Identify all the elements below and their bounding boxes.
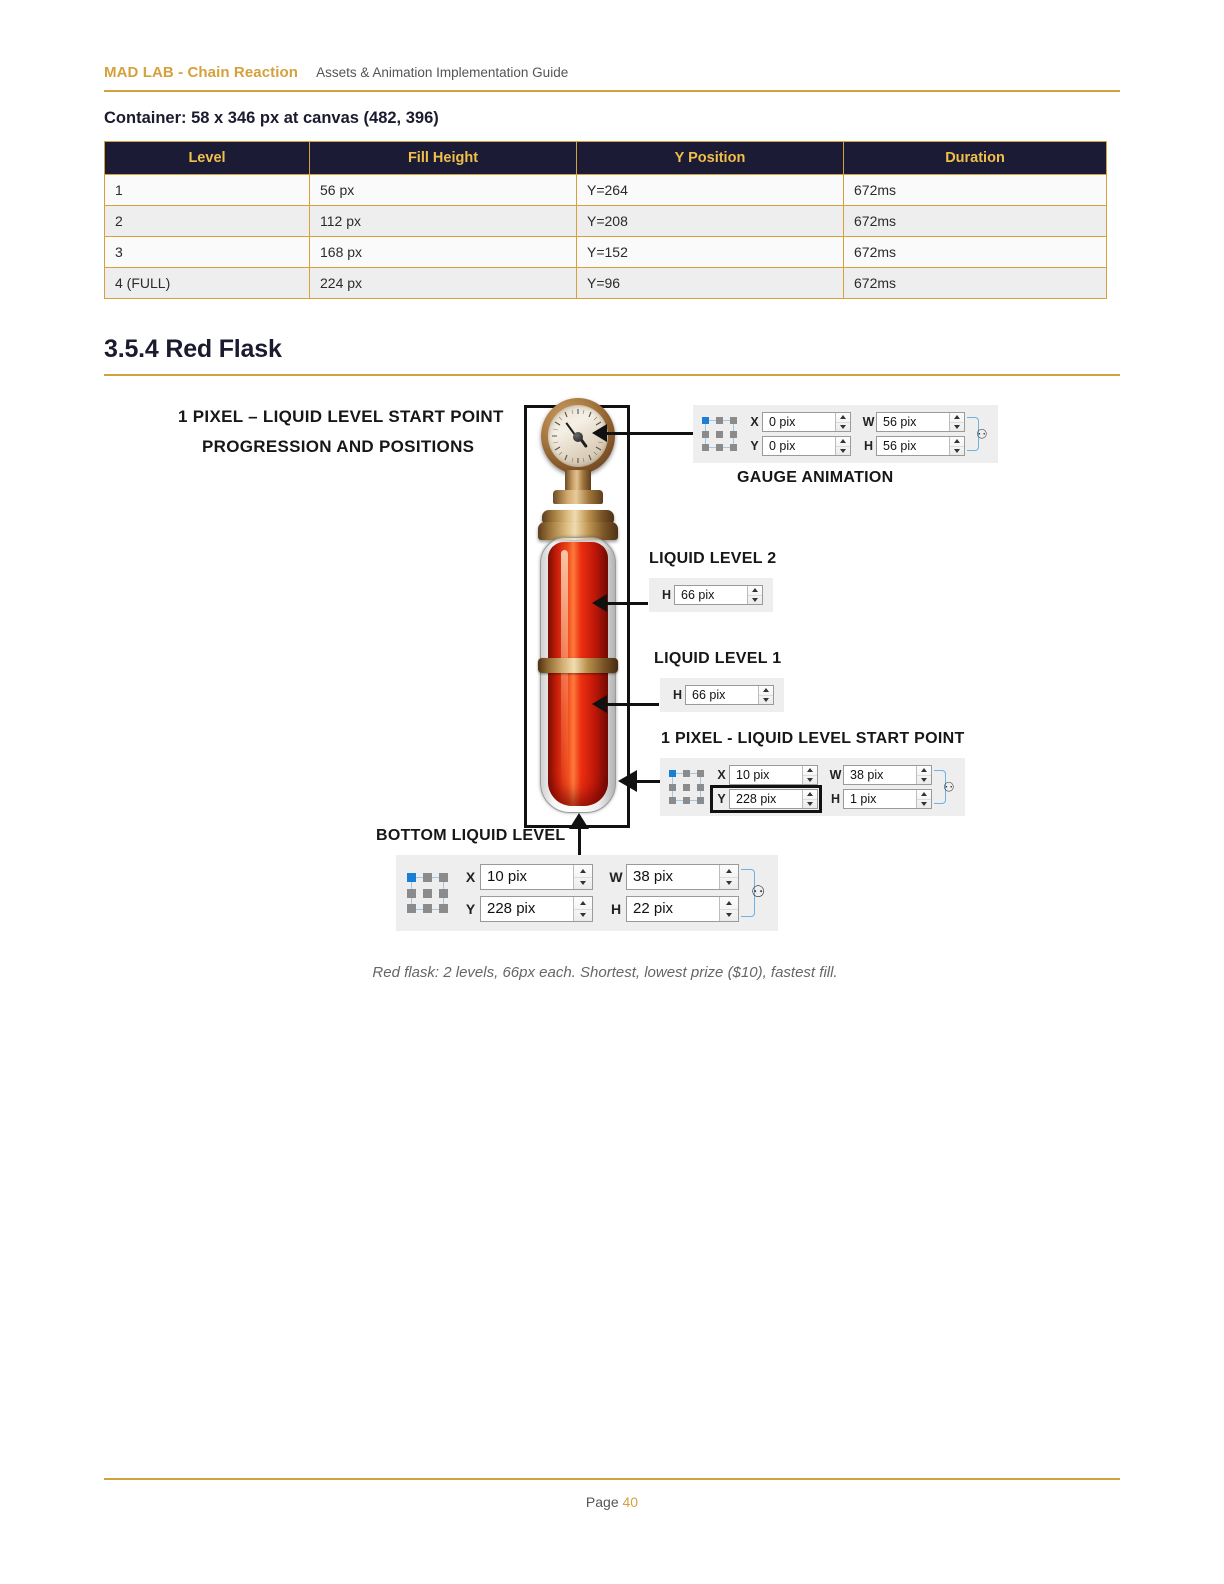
arrowhead-level1 bbox=[592, 695, 607, 713]
gauge-x-field[interactable] bbox=[762, 412, 851, 432]
gauge-wh-fields bbox=[861, 412, 965, 456]
startpoint-x-value: 10 pix bbox=[736, 768, 770, 782]
gauge-x-label: X bbox=[750, 415, 759, 429]
header-subtitle: Assets & Animation Implementation Guide bbox=[316, 65, 569, 80]
gauge-aspect-lock-toggle[interactable] bbox=[967, 412, 989, 456]
chain-link-icon: ⚇ bbox=[751, 884, 766, 901]
bottom-aspect-lock-toggle[interactable] bbox=[741, 864, 767, 922]
bottom-y-value: 228 pix bbox=[487, 900, 536, 917]
cell-y-position: Y=264 bbox=[577, 175, 844, 206]
flask-red-liquid bbox=[548, 542, 608, 806]
startpoint-x-field[interactable] bbox=[729, 765, 818, 785]
liquid-level-2-label: LIQUID LEVEL 2 bbox=[649, 550, 777, 567]
bottom-h-stepper[interactable] bbox=[719, 897, 738, 921]
pressure-gauge-icon bbox=[541, 398, 615, 506]
leader-line-level2 bbox=[604, 602, 648, 605]
bottom-y-label: Y bbox=[465, 901, 476, 917]
container-spec-line: Container: 58 x 346 px at canvas (482, 396) bbox=[104, 109, 439, 127]
cell-duration: 672ms bbox=[844, 175, 1107, 206]
level2-h-stepper[interactable] bbox=[747, 586, 762, 604]
start-point-label: 1 PIXEL - LIQUID LEVEL START POINT bbox=[661, 730, 965, 747]
section-heading: 3.5.4 Red Flask bbox=[104, 335, 1120, 376]
arrowhead-gauge bbox=[592, 424, 607, 442]
startpoint-xy-fields bbox=[714, 765, 818, 809]
gauge-xy-fields bbox=[747, 412, 851, 456]
startpoint-y-value: 228 pix bbox=[736, 792, 777, 806]
level1-h-value: 66 pix bbox=[692, 688, 726, 702]
table-header-row bbox=[105, 142, 1107, 175]
bottom-y-field[interactable] bbox=[480, 896, 593, 922]
gauge-w-label: W bbox=[862, 415, 875, 429]
footer-page-number: 40 bbox=[622, 1494, 639, 1510]
arrowhead-level2 bbox=[592, 594, 607, 612]
bottom-liquid-level-label: BOTTOM LIQUID LEVEL bbox=[376, 827, 566, 844]
gauge-transform-panel bbox=[693, 405, 998, 463]
gauge-y-value: 0 pix bbox=[769, 439, 796, 453]
bottom-wh-fields bbox=[606, 864, 739, 922]
bottom-h-field[interactable] bbox=[626, 896, 739, 922]
startpoint-y-label: Y bbox=[717, 792, 726, 806]
startpoint-wh-fields bbox=[828, 765, 932, 809]
gauge-w-value: 56 pix bbox=[883, 415, 917, 429]
startpoint-h-value: 1 pix bbox=[850, 792, 877, 806]
cell-duration: 672ms bbox=[844, 206, 1107, 237]
bottom-w-value: 38 pix bbox=[633, 868, 674, 885]
bottom-xy-fields bbox=[461, 864, 593, 922]
startpoint-w-field[interactable] bbox=[843, 765, 932, 785]
chain-link-icon: ⚇ bbox=[943, 779, 955, 795]
cell-fill-height: 56 px bbox=[310, 175, 577, 206]
startpoint-x-stepper[interactable] bbox=[802, 766, 817, 784]
cell-fill-height: 224 px bbox=[310, 268, 577, 299]
column-header-duration: Duration bbox=[844, 142, 1107, 175]
cell-level: 2 bbox=[105, 206, 310, 237]
cell-fill-height: 168 px bbox=[310, 237, 577, 268]
document-header bbox=[104, 0, 1120, 92]
arrowhead-bottom bbox=[569, 813, 589, 829]
startpoint-h-stepper[interactable] bbox=[916, 790, 931, 808]
start-point-transform-panel bbox=[660, 758, 965, 816]
gauge-y-label: Y bbox=[750, 439, 759, 453]
cell-y-position: Y=96 bbox=[577, 268, 844, 299]
level2-height-panel bbox=[649, 578, 773, 612]
bottom-w-stepper[interactable] bbox=[719, 865, 738, 889]
leader-line-level1 bbox=[604, 703, 659, 706]
red-flask-artwork bbox=[528, 390, 628, 830]
cell-fill-height: 112 px bbox=[310, 206, 577, 237]
cell-duration: 672ms bbox=[844, 268, 1107, 299]
flask-band-middle bbox=[538, 658, 618, 673]
column-header-y-position: Y Position bbox=[577, 142, 844, 175]
cell-level: 1 bbox=[105, 175, 310, 206]
bottom-w-label: W bbox=[609, 869, 623, 885]
gauge-h-stepper[interactable] bbox=[949, 437, 964, 455]
bottom-h-value: 22 pix bbox=[633, 900, 674, 917]
bottom-transform-panel bbox=[396, 855, 778, 931]
column-header-level: Level bbox=[105, 142, 310, 175]
table-row bbox=[105, 175, 1107, 206]
table-row bbox=[105, 206, 1107, 237]
startpoint-x-label: X bbox=[717, 768, 726, 782]
level1-h-stepper[interactable] bbox=[758, 686, 773, 704]
startpoint-aspect-lock-toggle[interactable] bbox=[934, 765, 956, 809]
red-flask-figure bbox=[104, 392, 1106, 992]
cell-y-position: Y=208 bbox=[577, 206, 844, 237]
gauge-h-field[interactable] bbox=[876, 436, 965, 456]
figure-caption: Red flask: 2 levels, 66px each. Shortest, lowest prize ($10), fastest fill. bbox=[372, 964, 838, 981]
gauge-h-value: 56 pix bbox=[883, 439, 917, 453]
anchor-point-selector[interactable] bbox=[702, 417, 738, 451]
startpoint-w-value: 38 pix bbox=[850, 768, 884, 782]
cell-y-position: Y=152 bbox=[577, 237, 844, 268]
bottom-x-value: 10 pix bbox=[487, 868, 528, 885]
bottom-x-label: X bbox=[465, 869, 476, 885]
chain-link-icon: ⚇ bbox=[976, 426, 988, 442]
bottom-w-field[interactable] bbox=[626, 864, 739, 890]
startpoint-y-field[interactable] bbox=[729, 789, 818, 809]
gauge-x-value: 0 pix bbox=[769, 415, 796, 429]
arrowhead-startpoint bbox=[618, 770, 637, 792]
startpoint-h-label: H bbox=[830, 792, 841, 806]
bottom-x-field[interactable] bbox=[480, 864, 593, 890]
level1-h-label: H bbox=[672, 688, 683, 702]
bottom-x-stepper[interactable] bbox=[573, 865, 592, 889]
gauge-w-stepper[interactable] bbox=[949, 413, 964, 431]
startpoint-w-label: W bbox=[829, 768, 842, 782]
cell-level: 3 bbox=[105, 237, 310, 268]
fill-level-table bbox=[104, 141, 1107, 299]
figure-title-line2: PROGRESSION AND POSITIONS bbox=[202, 437, 475, 456]
leader-line-gauge bbox=[604, 432, 696, 435]
table-row bbox=[105, 237, 1107, 268]
gauge-h-label: H bbox=[863, 439, 874, 453]
footer-page-label: Page bbox=[585, 1494, 623, 1510]
anchor-point-selector[interactable] bbox=[669, 770, 705, 804]
table-row bbox=[105, 268, 1107, 299]
startpoint-h-field[interactable] bbox=[843, 789, 932, 809]
gauge-animation-label: GAUGE ANIMATION bbox=[737, 469, 894, 486]
bottom-y-stepper[interactable] bbox=[573, 897, 592, 921]
anchor-point-selector[interactable] bbox=[407, 873, 449, 913]
header-brand: MAD LAB - Chain Reaction bbox=[104, 64, 299, 81]
gauge-y-stepper[interactable] bbox=[835, 437, 850, 455]
startpoint-y-highlight bbox=[714, 789, 818, 809]
liquid-level-1-label: LIQUID LEVEL 1 bbox=[654, 650, 782, 667]
gauge-y-field[interactable] bbox=[762, 436, 851, 456]
startpoint-y-stepper[interactable] bbox=[802, 790, 817, 808]
level2-h-label: H bbox=[661, 588, 672, 602]
gauge-x-stepper[interactable] bbox=[835, 413, 850, 431]
figure-title-line1: 1 PIXEL – LIQUID LEVEL START POINT bbox=[178, 407, 504, 426]
bottom-h-label: H bbox=[610, 901, 622, 917]
column-header-fill-height: Fill Height bbox=[310, 142, 577, 175]
cell-duration: 672ms bbox=[844, 237, 1107, 268]
document-footer bbox=[104, 1478, 1120, 1510]
level1-height-panel bbox=[660, 678, 784, 712]
startpoint-w-stepper[interactable] bbox=[916, 766, 931, 784]
cell-level: 4 (FULL) bbox=[105, 268, 310, 299]
level2-h-value: 66 pix bbox=[681, 588, 715, 602]
gauge-w-field[interactable] bbox=[876, 412, 965, 432]
level2-h-field[interactable] bbox=[674, 585, 763, 605]
level1-h-field[interactable] bbox=[685, 685, 774, 705]
